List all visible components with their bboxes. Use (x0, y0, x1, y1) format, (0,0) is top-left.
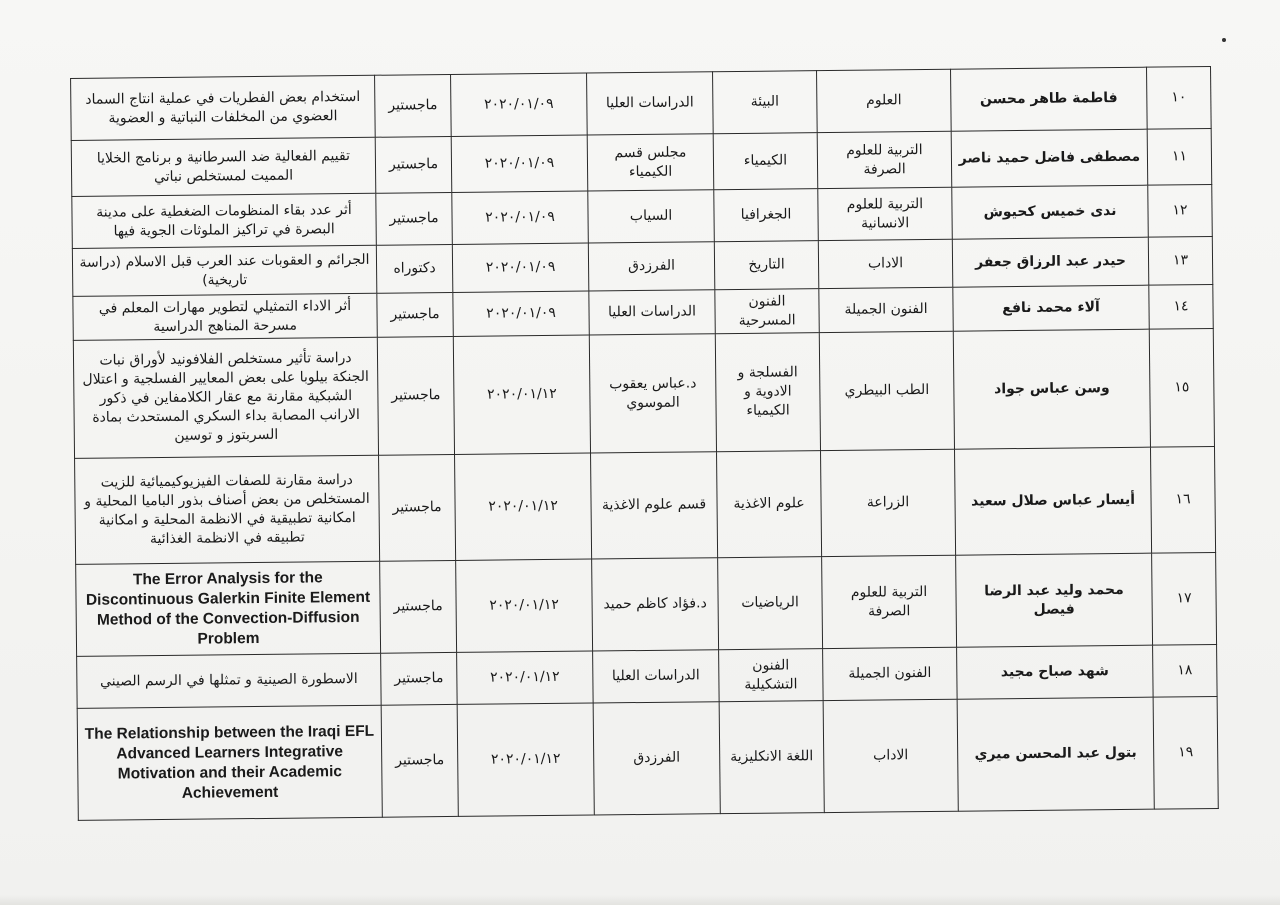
department-cell: البيئة (713, 71, 818, 134)
thesis-title-cell: الاسطورة الصينية و تمثلها في الرسم الصيني (77, 653, 382, 708)
thesis-title-cell: The Error Analysis for the Discontinuous Galerkin Finite Element Method of the Convection-Diffusion Problem (76, 561, 381, 656)
referral-cell: مجلس قسم الكيمياء (587, 134, 714, 191)
college-cell: الاداب (818, 239, 952, 288)
index-cell: ١٢ (1148, 184, 1213, 237)
referral-cell: د.عباس يعقوب الموسوي (589, 334, 716, 453)
college-cell: التربية للعلوم الصرفة (817, 131, 952, 188)
index-cell: ١١ (1147, 129, 1212, 186)
table-row (76, 552, 1217, 656)
department-cell: الجغرافيا (714, 189, 819, 242)
index-cell: ١٥ (1149, 328, 1214, 447)
records-table (70, 66, 1219, 821)
degree-cell: ماجستير (381, 704, 458, 817)
name-cell: وسن عباس جواد (953, 329, 1150, 449)
department-cell: الفنون المسرحية (715, 289, 819, 334)
index-cell: ١٨ (1153, 644, 1218, 697)
date-cell: ٢٠٢٠/٠١/٠٩ (452, 243, 588, 292)
name-cell: مصطفى فاضل حميد ناصر (951, 129, 1148, 187)
college-cell: العلوم (817, 69, 952, 132)
index-cell: ١٧ (1152, 552, 1217, 645)
referral-cell: الدراسات العليا (587, 72, 714, 135)
department-cell: الفسلجة و الادوية و الكيمياء (715, 333, 820, 452)
referral-cell: السياب (588, 190, 715, 243)
department-cell: الرياضيات (718, 557, 823, 650)
college-cell: التربية للعلوم الانسانية (818, 187, 953, 240)
referral-cell: الدراسات العليا (589, 290, 715, 335)
index-cell: ١٠ (1147, 67, 1212, 130)
date-cell: ٢٠٢٠/٠١/١٢ (457, 651, 594, 704)
referral-cell: قسم علوم الاغذية (591, 452, 718, 559)
name-cell: أيسار عباس صلال سعيد (954, 447, 1151, 555)
college-cell: الاداب (823, 699, 958, 812)
thesis-title-cell: تقييم الفعالية ضد السرطانية و برنامج الخلايا المميت لمستخلص نباتي (71, 137, 376, 196)
date-cell: ٢٠٢٠/٠١/٠٩ (451, 73, 588, 136)
referral-cell: د.فؤاد كاظم حميد (592, 558, 719, 651)
department-cell: اللغة الانكليزية (719, 701, 824, 814)
college-cell: الفنون الجميلة (823, 647, 958, 700)
degree-cell: دكتوراه (376, 244, 452, 293)
college-cell: الزراعة (821, 449, 956, 556)
records-body (71, 67, 1219, 821)
name-cell: حيدر عبد الرزاق جعفر (952, 237, 1148, 287)
name-cell: بتول عبد المحسن ميري (957, 697, 1154, 811)
index-cell: ١٦ (1150, 446, 1215, 553)
referral-cell: الفرزدق (593, 702, 720, 815)
college-cell: الفنون الجميلة (819, 287, 953, 332)
date-cell: ٢٠٢٠/٠١/١٢ (455, 453, 592, 560)
thesis-title-cell: The Relationship between the Iraqi EFL Advanced Learners Integrative Motivation and their Academic Achievement (77, 705, 382, 820)
department-cell: التاريخ (714, 241, 818, 290)
department-cell: الكيمياء (713, 133, 818, 190)
date-cell: ٢٠٢٠/٠١/١٢ (456, 559, 593, 652)
thesis-title-cell: أثر الاداء التمثيلي لتطوير مهارات المعلم في مسرحة المناهج الدراسية (73, 293, 377, 340)
date-cell: ٢٠٢٠/٠١/٠٩ (451, 135, 588, 192)
degree-cell: ماجستير (381, 652, 458, 705)
index-cell: ١٩ (1153, 696, 1218, 809)
degree-cell: ماجستير (379, 454, 456, 561)
name-cell: محمد وليد عبد الرضا فيصل (956, 553, 1153, 647)
college-cell: الطب البيطري (819, 331, 954, 450)
degree-cell: ماجستير (377, 292, 453, 337)
department-cell: علوم الاغذية (717, 451, 822, 558)
degree-cell: ماجستير (380, 560, 457, 653)
degree-cell: ماجستير (376, 192, 453, 245)
table-row (77, 696, 1218, 820)
thesis-title-cell: دراسة تأثير مستخلص الفلافونيد لأوراق نبات الجنكة بيلوبا على بعض المعايير الفسلجية و اعتلال الشبكية مقارنة مع عقار الكلامفاين في ذكور الارانب المصابة بداء السكري المستحدث بمادة السربتوز و توسين (73, 337, 378, 458)
referral-cell: الدراسات العليا (593, 650, 720, 703)
table-row (75, 446, 1216, 564)
thesis-title-cell: استخدام بعض الفطريات في عملية انتاج السماد العضوي من المخلفات النباتية و العضوية (71, 75, 376, 140)
thesis-title-cell: دراسة مقارنة للصفات الفيزيوكيميائية للزيت المستخلص من بعض أصناف بذور الباميا المحلية و امكانية تطبيقية في الانظمة المحلية و امكانية تطبيقه في الانظمة الغذائية (75, 455, 380, 564)
degree-cell: ماجستير (377, 336, 454, 455)
date-cell: ٢٠٢٠/٠١/٠٩ (453, 291, 589, 336)
name-cell: شهد صباح مجيد (957, 645, 1154, 699)
scan-mark (1222, 38, 1226, 42)
degree-cell: ماجستير (375, 74, 452, 137)
page-edge-shadow (0, 895, 1280, 905)
thesis-title-cell: أثر عدد بقاء المنظومات الضغطية على مدينة البصرة في تراكيز الملوثات الجوية فيها (72, 193, 377, 248)
date-cell: ٢٠٢٠/٠١/١٢ (453, 335, 590, 454)
index-cell: ١٣ (1148, 236, 1212, 285)
date-cell: ٢٠٢٠/٠١/٠٩ (452, 191, 589, 244)
degree-cell: ماجستير (375, 136, 452, 193)
thesis-title-cell: الجرائم و العقوبات عند العرب قبل الاسلام (دراسة تاريخية) (72, 245, 376, 296)
name-cell: آلاء محمد نافع (953, 285, 1149, 331)
department-cell: الفنون التشكيلية (719, 649, 824, 702)
college-cell: التربية للعلوم الصرفة (822, 555, 957, 648)
name-cell: فاطمة طاهر محسن (951, 67, 1148, 131)
referral-cell: الفرزدق (588, 242, 714, 291)
name-cell: ندى خميس كحيوش (952, 185, 1149, 239)
table-row (73, 328, 1214, 458)
index-cell: ١٤ (1149, 284, 1213, 329)
date-cell: ٢٠٢٠/٠١/١٢ (457, 703, 594, 816)
